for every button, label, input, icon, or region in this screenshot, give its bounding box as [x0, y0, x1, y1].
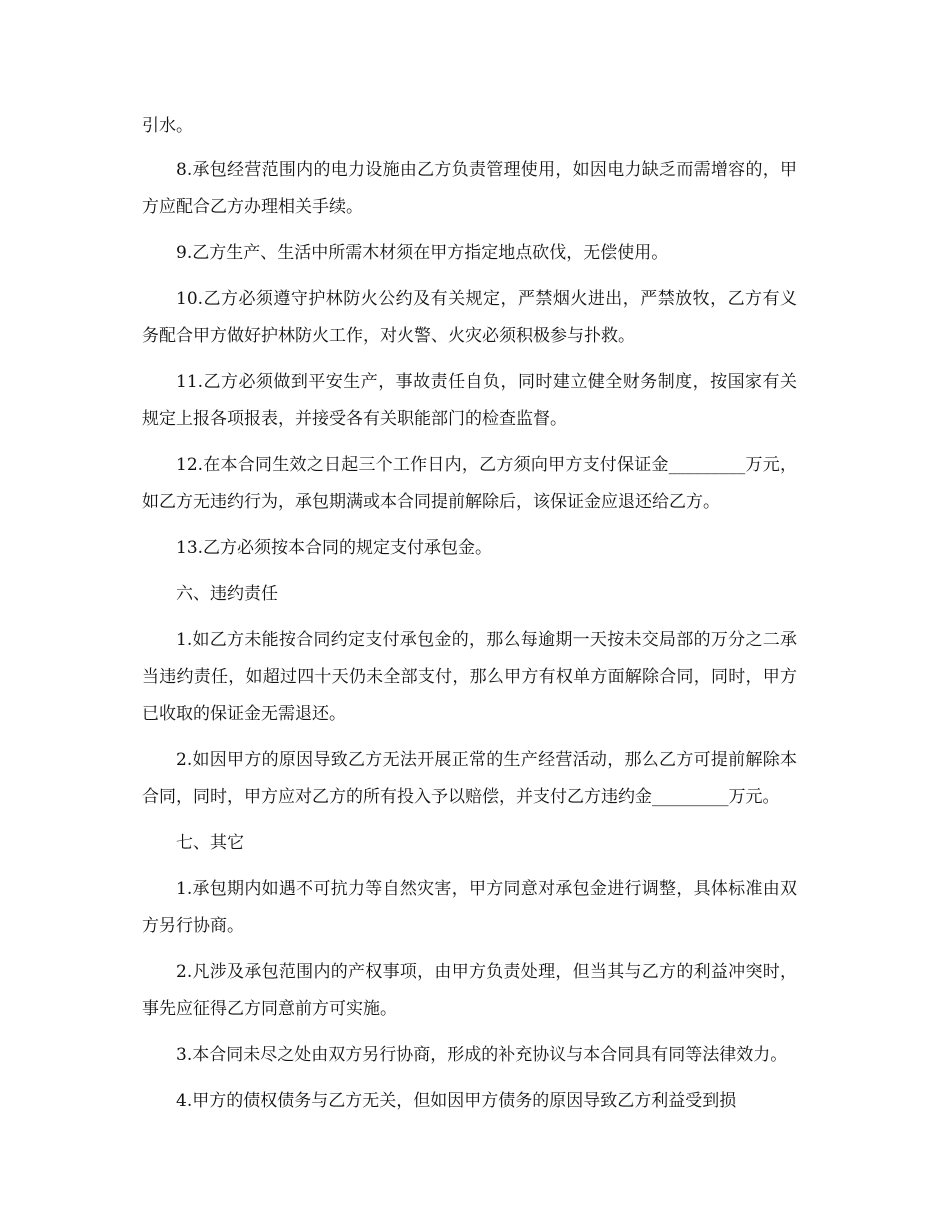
section-heading-6: 六、违约责任	[176, 584, 278, 604]
document-body	[142, 108, 797, 1129]
clause-5-8: 8.承包经营范围内的电力设施由乙方负责管理使用，如因电力缺乏而需增容的，甲方应配合乙方办理相关手续。	[142, 160, 797, 217]
clause-7-2: 2.凡涉及承包范围内的产权事项，由甲方负责处理，但当其与乙方的利益冲突时，事先应征得乙方同意前方可实施。	[142, 962, 797, 1019]
clause-5-12: 12.在本合同生效之日起三个工作日内，乙方须向甲方支付保证金_________万元，如乙方无违约行为，承包期满或本合同提前解除后，该保证金应退还给乙方。	[142, 455, 797, 512]
clause-5-13: 13.乙方必须按本合同的规定支付承包金。	[176, 538, 493, 558]
clause-7-4: 4.甲方的债权债务与乙方无关，但如因甲方债务的原因导致乙方利益受到损	[176, 1091, 737, 1111]
paragraph-continuation: 引水。	[142, 116, 193, 136]
clause-5-11: 11.乙方必须做到平安生产，事故责任自负，同时建立健全财务制度，按国家有关规定上报各项报表，并接受各有关职能部门的检查监督。	[142, 372, 797, 429]
clause-6-2: 2.如因甲方的原因导致乙方无法开展正常的生产经营活动，那么乙方可提前解除本合同，同时，甲方应对乙方的所有投入予以赔偿，并支付乙方违约金_________万元。	[142, 750, 797, 807]
clause-5-9: 9.乙方生产、生活中所需木材须在甲方指定地点砍伐，无偿使用。	[176, 243, 669, 263]
section-heading-7: 七、其它	[176, 833, 244, 853]
clause-5-10: 10.乙方必须遵守护林防火公约及有关规定，严禁烟火进出，严禁放牧，乙方有义务配合甲方做好护林防火工作，对火警、火灾必须积极参与扑救。	[142, 289, 797, 346]
clause-6-1: 1.如乙方未能按合同约定支付承包金的，那么每逾期一天按未交局部的万分之二承当违约责任，如超过四十天仍未全部支付，那么甲方有权单方面解除合同，同时，甲方已收取的保证金无需退还。	[142, 630, 797, 724]
clause-7-1: 1.承包期内如遇不可抗力等自然灾害，甲方同意对承包金进行调整，具体标准由双方另行协商。	[142, 879, 797, 936]
clause-7-3: 3.本合同未尽之处由双方另行协商，形成的补充协议与本合同具有同等法律效力。	[176, 1045, 788, 1065]
